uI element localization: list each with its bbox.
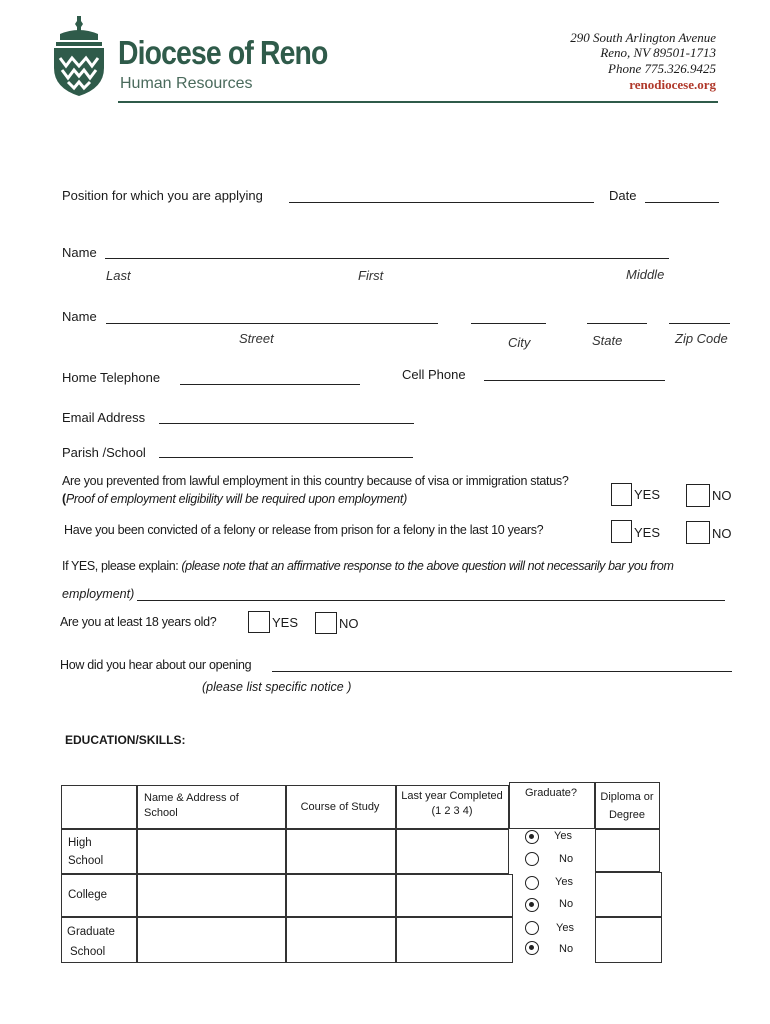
position-label: Position for which you are applying — [62, 188, 263, 203]
cell-phone-label: Cell Phone — [402, 367, 466, 382]
row-graduate-label — [67, 922, 115, 962]
email-label: Email Address — [62, 410, 146, 425]
heard-label: How did you hear about our opening — [60, 658, 252, 672]
zip-caption: Zip Code — [675, 331, 728, 346]
row-college-label-1: College — [68, 889, 107, 901]
org-name: Diocese of Reno — [118, 34, 328, 71]
q2-yes-label: YES — [634, 525, 661, 540]
row-college-diploma-cell[interactable] — [595, 872, 662, 917]
state-field[interactable] — [587, 323, 647, 324]
parish-field[interactable] — [159, 457, 413, 458]
explain-field[interactable] — [137, 600, 725, 601]
date-label: Date — [609, 188, 637, 203]
education-heading: EDUCATION/SKILLS: — [65, 733, 186, 747]
row-college-year-cell[interactable] — [396, 874, 513, 917]
explain-note-cont: employment) — [62, 587, 135, 601]
age-question: Are you at least 18 years old? — [60, 615, 217, 629]
header-last-year-text: Last year Completed (1 2 3 4) — [401, 790, 503, 817]
q2-text: Have you been convicted of a felony or release from prison for a felony in the last 10 years? — [64, 523, 544, 537]
q1-no-checkbox[interactable] — [686, 484, 710, 507]
cell-phone-field[interactable] — [484, 380, 665, 381]
heard-note: (please list specific notice ) — [202, 680, 352, 694]
diocese-logo-icon — [52, 16, 106, 98]
row-college-no-radio[interactable] — [525, 898, 539, 912]
row-graduate-no-label: No — [559, 943, 574, 955]
row-college-yes-label: Yes — [555, 876, 573, 888]
address-label: Name — [62, 309, 97, 324]
q1-note-text: Proof of employment eligibility will be required upon employment) — [65, 492, 407, 506]
header-divider — [118, 101, 718, 103]
row-college-school-cell[interactable] — [137, 874, 286, 917]
q2-yes-checkbox[interactable] — [611, 520, 632, 543]
explain-lead: If YES, please explain: — [62, 559, 179, 573]
q1-note-paren: ( — [62, 492, 66, 506]
q2-no-label: NO — [712, 526, 732, 541]
q2-no-checkbox[interactable] — [686, 521, 710, 544]
q1-text: Are you prevented from lawful employment in this country because of visa or immigration status? — [62, 474, 569, 488]
row-graduate-course-cell[interactable] — [286, 917, 396, 963]
website-link[interactable]: renodiocese.org — [629, 77, 716, 92]
zip-field[interactable] — [669, 323, 730, 324]
row-high-yes-label: Yes — [554, 830, 572, 842]
phone: Phone 775.326.9425 — [608, 61, 716, 76]
explain-note: (please note that an affirmative response to the above question will not necessarily bar you from — [181, 559, 674, 573]
row-college-yes-radio[interactable] — [525, 876, 539, 890]
row-high-diploma-cell[interactable] — [595, 829, 660, 872]
date-field[interactable] — [645, 202, 719, 203]
address-line-1: 290 South Arlington Avenue — [570, 30, 716, 45]
q1-yes-checkbox[interactable] — [611, 483, 632, 506]
state-caption: State — [592, 333, 623, 348]
parish-label: Parish /School — [62, 445, 146, 460]
street-caption: Street — [239, 331, 274, 346]
row-high-no-label: No — [559, 853, 574, 865]
email-field[interactable] — [159, 423, 414, 424]
row-high-label-1: High — [68, 837, 92, 849]
department: Human Resources — [120, 75, 253, 92]
row-high-year-cell[interactable] — [396, 829, 509, 874]
age-yes-checkbox[interactable] — [248, 611, 270, 633]
q1-no-label: NO — [712, 488, 732, 503]
street-field[interactable] — [106, 323, 438, 324]
age-no-label: NO — [339, 616, 359, 631]
row-high-yes-radio[interactable] — [525, 830, 539, 844]
row-graduate-yes-radio[interactable] — [525, 921, 539, 935]
q1-note — [62, 492, 407, 506]
explain-text — [62, 559, 673, 573]
city-caption: City — [508, 335, 531, 350]
row-college-course-cell[interactable] — [286, 874, 396, 917]
row-high-school-cell[interactable] — [137, 829, 286, 874]
row-graduate-school-cell[interactable] — [137, 917, 286, 963]
age-yes-label: YES — [272, 615, 299, 630]
row-graduate-no-radio[interactable] — [525, 941, 539, 955]
name-last-caption: Last — [106, 268, 131, 283]
name-label: Name — [62, 245, 97, 260]
row-graduate-label-1: Graduate — [67, 926, 115, 938]
row-college-no-label: No — [559, 898, 574, 910]
header-name-address-text: Name & Address of School — [144, 792, 239, 819]
q1-yes-label: YES — [634, 487, 661, 502]
name-middle-caption: Middle — [626, 267, 665, 282]
address-line-2: Reno, NV 89501-1713 — [600, 45, 716, 60]
row-college-label — [68, 886, 107, 904]
row-graduate-label-2: School — [70, 946, 106, 958]
heard-field[interactable] — [272, 671, 732, 672]
row-graduate-yes-label: Yes — [556, 922, 574, 934]
name-field[interactable] — [105, 258, 669, 259]
home-telephone-label: Home Telephone — [62, 370, 161, 385]
header-course-text: Course of Study — [300, 801, 380, 813]
row-high-no-radio[interactable] — [525, 852, 539, 866]
table-corner-cell — [61, 785, 137, 829]
row-high-course-cell[interactable] — [286, 829, 396, 874]
header-diploma-text: Diploma or Degree — [600, 791, 654, 821]
row-graduate-diploma-cell[interactable] — [595, 917, 662, 963]
city-field[interactable] — [471, 323, 546, 324]
position-field[interactable] — [289, 202, 594, 203]
row-high-label-2: School — [68, 855, 104, 867]
age-no-checkbox[interactable] — [315, 612, 337, 634]
header-graduate-text: Graduate? — [525, 787, 577, 799]
home-telephone-field[interactable] — [180, 384, 360, 385]
row-high-label — [68, 834, 103, 870]
row-graduate-year-cell[interactable] — [396, 917, 513, 963]
name-first-caption: First — [358, 268, 384, 283]
